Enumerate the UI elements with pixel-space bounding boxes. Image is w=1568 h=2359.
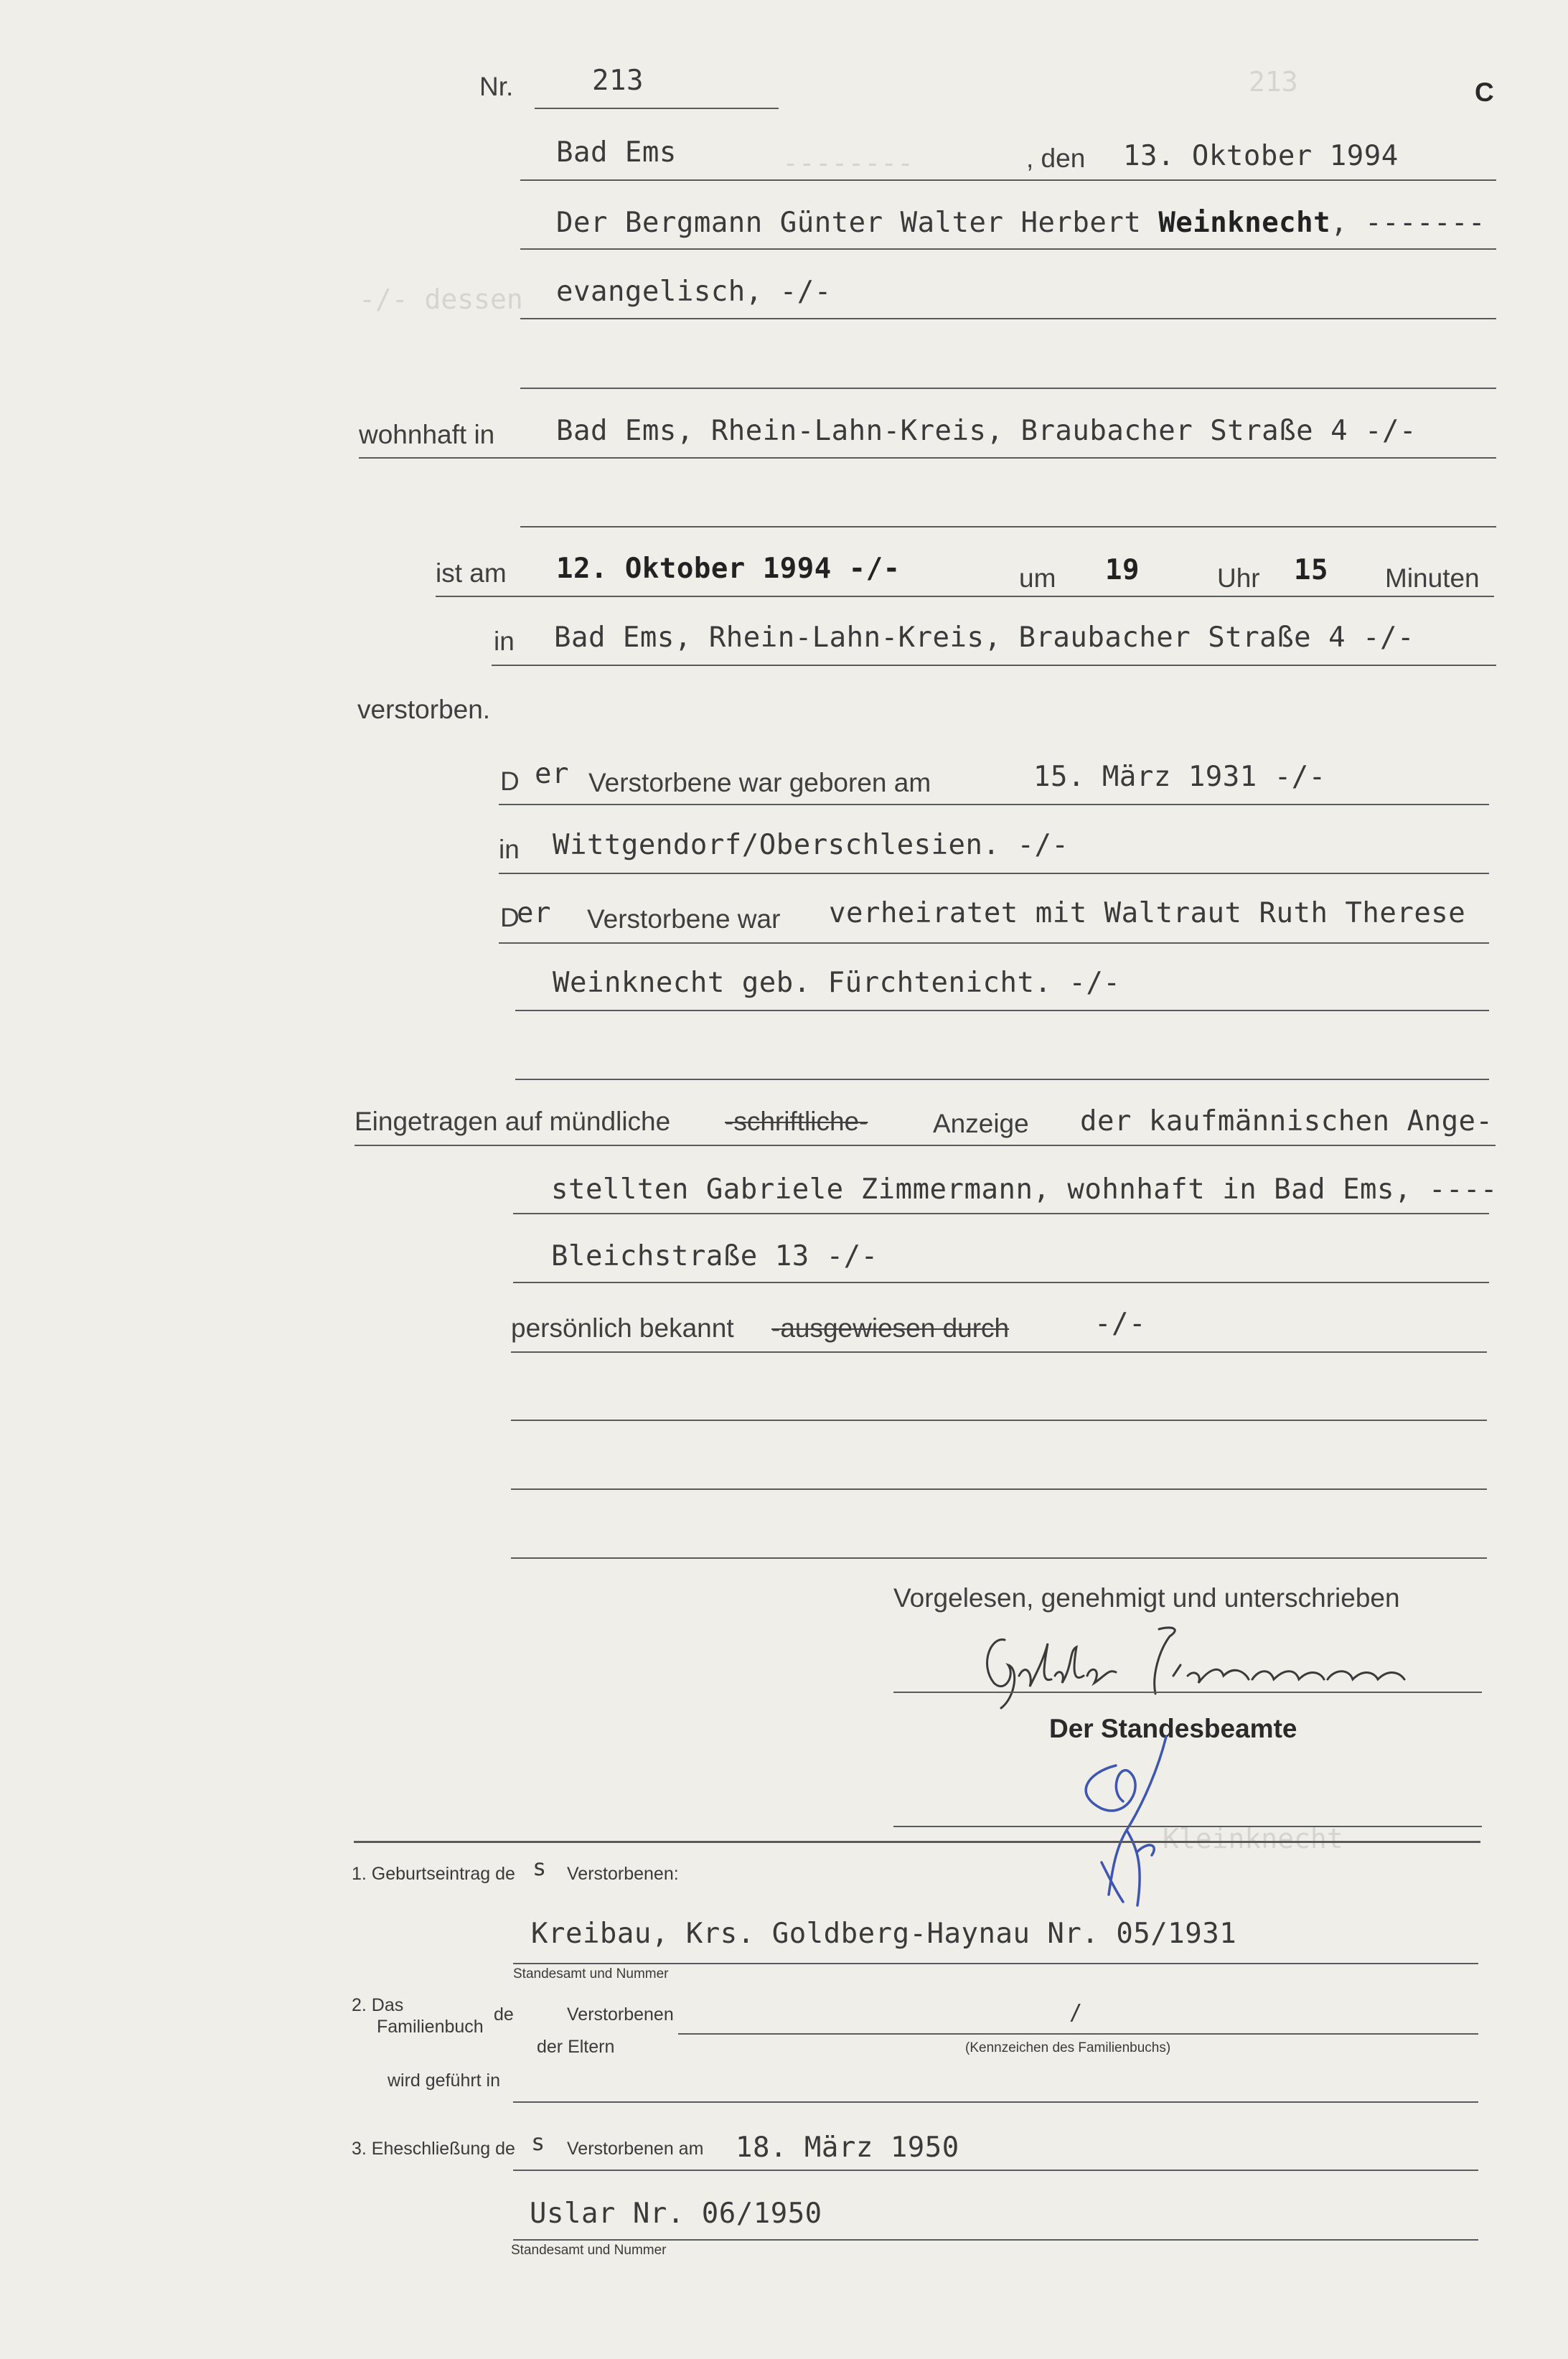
rule [513, 2239, 1478, 2241]
family-book-where: wird geführt in [388, 2070, 501, 2091]
deceased-description: Der Bergmann Günter Walter Herbert [556, 207, 1159, 239]
residence-label: wohnhaft in [359, 420, 495, 449]
minuten-label: Minuten [1385, 563, 1480, 593]
identity-struck-option: -ausgewiesen durch [771, 1313, 1010, 1343]
birth-place: Wittgendorf/Oberschlesien. -/- [553, 829, 1069, 861]
rule [520, 179, 1496, 181]
bleed-through-decoration: Kleinknecht [1163, 1823, 1343, 1854]
marriage-entry-caption: Standesamt und Nummer [511, 2243, 667, 2258]
read-approved-label: Vorgelesen, genehmigt und unterschrieben [893, 1583, 1400, 1613]
identity-label: persönlich bekannt [511, 1313, 734, 1343]
informant-line-3: Bleichstraße 13 -/- [551, 1240, 878, 1272]
bleed-through-decoration: -------- [782, 147, 914, 179]
family-book-option-parents: der Eltern [537, 2037, 615, 2057]
rule [436, 596, 1494, 597]
rule [893, 1826, 1482, 1827]
rule [355, 1145, 1496, 1146]
family-book-label-b: Familienbuch [377, 2017, 484, 2037]
family-book-caption: (Kennzeichen des Familienbuchs) [965, 2040, 1171, 2055]
birth-date: 15. März 1931 -/- [1033, 761, 1326, 793]
rule [520, 248, 1496, 250]
family-book-label-a: 2. Das [352, 1995, 404, 2015]
registrar-label: Der Standesbeamte [1049, 1714, 1297, 1743]
rule [678, 2033, 1478, 2035]
rule [513, 1282, 1489, 1283]
birth-gender-ending: er [535, 758, 569, 790]
rule [511, 1557, 1487, 1559]
informant-line-2: stellten Gabriele Zimmermann, wohnhaft in Bad Ems, ---- [551, 1173, 1498, 1206]
rule [499, 804, 1489, 805]
marriage-entry-label-2: Verstorbenen am [567, 2139, 704, 2159]
record-date: 13. Oktober 1994 [1123, 140, 1399, 172]
death-minute-value: 15 [1294, 554, 1328, 586]
birth-label: Verstorbene war geboren am [588, 768, 931, 797]
identity-mark: -/- [1094, 1308, 1146, 1340]
rule [511, 1488, 1487, 1490]
rule [492, 665, 1496, 666]
rule [515, 1079, 1489, 1080]
death-minute [1294, 554, 1328, 586]
marriage-d-label: D [500, 903, 520, 932]
rule [535, 108, 779, 109]
marriage-entry-date: 18. März 1950 [736, 2131, 959, 2164]
informant-line-1: der kaufmännischen Ange- [1080, 1105, 1493, 1138]
family-book-option-deceased: Verstorbenen [567, 2004, 674, 2025]
nr-label: Nr. [479, 72, 514, 101]
rule [511, 1351, 1487, 1353]
deceased-surname: Weinknecht [1158, 207, 1331, 239]
marriage-gender-ending: er [517, 897, 551, 929]
death-hour [1105, 554, 1140, 586]
religion: evangelisch, -/- [556, 276, 832, 308]
birth-d-label: D [500, 766, 520, 796]
family-book-slash: / [1069, 2000, 1083, 2025]
rule [893, 1692, 1482, 1693]
residence-value: Bad Ems, Rhein-Lahn-Kreis, Braubacher Straße 4 -/- [556, 415, 1417, 447]
bleed-through-decoration: -/- dessen [359, 283, 523, 315]
bleed-through-decoration: 213 [1249, 66, 1298, 98]
rule [511, 1420, 1487, 1421]
rule [515, 1010, 1489, 1011]
birth-entry-s: s [532, 1854, 547, 1881]
register-number: 213 [592, 65, 644, 97]
registration-label: Eingetragen auf mündliche [355, 1107, 671, 1136]
birth-entry-caption: Standesamt und Nummer [513, 1966, 669, 1982]
birth-in-label: in [499, 835, 520, 864]
marriage-line-1: verheiratet mit Waltraut Ruth Therese [829, 897, 1466, 929]
verstorben-label: verstorben. [357, 695, 491, 724]
uhr-label: Uhr [1217, 563, 1260, 593]
registration-struck-option: -schriftliche- [725, 1107, 868, 1136]
marriage-label: Verstorbene war [587, 904, 781, 934]
death-date-value: 12. Oktober 1994 -/- [556, 553, 901, 585]
rule [499, 873, 1489, 874]
marriage-entry-label: 3. Eheschließung de [352, 2139, 515, 2159]
form-letter: C [1475, 78, 1494, 107]
rule [520, 318, 1496, 319]
death-date [556, 553, 901, 585]
marriage-entry-value: Uslar Nr. 06/1950 [530, 2198, 822, 2230]
rule [513, 2170, 1478, 2171]
ist-am-label: ist am [436, 558, 507, 588]
line-filler: , ------- [1330, 207, 1485, 239]
informant-signature [965, 1608, 1453, 1715]
den-label: , den [1026, 144, 1086, 173]
birth-entry-label: 1. Geburtseintrag de [352, 1864, 515, 1884]
rule [499, 942, 1489, 944]
death-hour-value: 19 [1105, 554, 1140, 586]
death-in-label: in [494, 627, 515, 656]
rule [520, 388, 1496, 389]
marriage-line-2: Weinknecht geb. Fürchtenicht. -/- [553, 967, 1121, 999]
birth-entry-label-2: Verstorbenen: [567, 1864, 679, 1884]
separator [354, 1841, 1480, 1843]
rule [513, 1963, 1478, 1964]
place: Bad Ems [556, 136, 677, 169]
rule [513, 2101, 1478, 2103]
rule [513, 1213, 1489, 1214]
rule [520, 526, 1496, 527]
um-label: um [1019, 563, 1056, 593]
death-place: Bad Ems, Rhein-Lahn-Kreis, Braubacher Straße 4 -/- [554, 622, 1414, 654]
deceased-name-line [556, 207, 1485, 239]
registrar-signature [1058, 1722, 1195, 1909]
marriage-entry-s: s [531, 2129, 545, 2156]
rule [359, 457, 1496, 459]
birth-entry-value: Kreibau, Krs. Goldberg-Haynau Nr. 05/1931 [531, 1918, 1237, 1950]
anzeige-label: Anzeige [933, 1109, 1029, 1138]
family-book-de: de [494, 2004, 514, 2025]
